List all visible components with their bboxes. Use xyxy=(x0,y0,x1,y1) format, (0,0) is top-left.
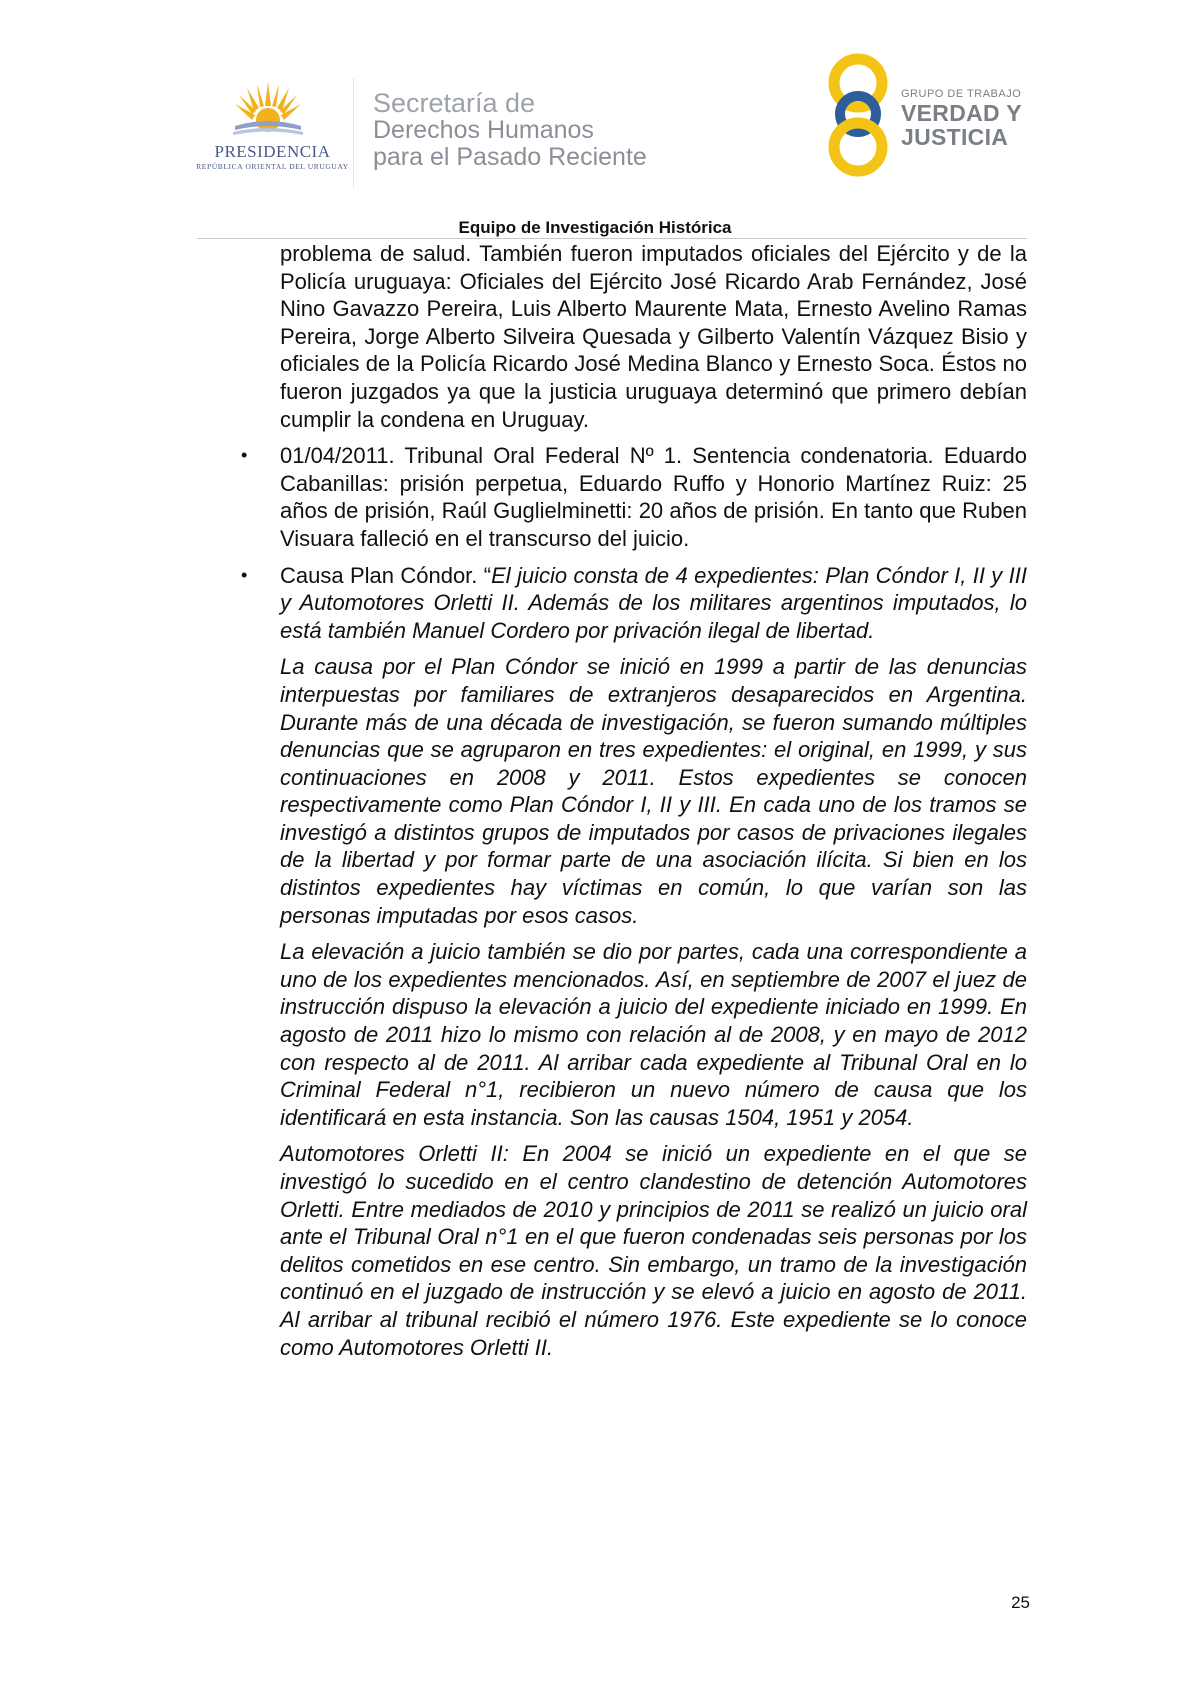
list-item xyxy=(241,442,1027,552)
list-item-text: 01/04/2011. Tribunal Oral Federal Nº 1. Sentencia condenatoria. Eduardo Cabanillas: prisión perpetua, Eduardo Ruffo y Honorio Martínez Ruiz: 25 años de prisión, Raúl Guglielminetti: 20 años de prisión. En tanto que Ruben Visuara falleció en el transcurso del juicio. xyxy=(280,443,1027,551)
presidencia-text: PRESIDENCIA xyxy=(214,142,331,161)
rings-logo-icon xyxy=(823,50,893,178)
justicia-text: JUSTICIA xyxy=(901,124,1009,150)
page-number: 25 xyxy=(1011,1593,1030,1612)
grupo-trabajo-wordmark xyxy=(901,88,1022,149)
secretaria-line-2: Derechos Humanos xyxy=(373,116,594,144)
secretaria-line-3: para el Pasado Reciente xyxy=(373,143,647,171)
header-rule xyxy=(197,238,1027,239)
document-body xyxy=(241,240,1027,1361)
bullet-icon: • xyxy=(241,564,248,585)
list-item xyxy=(241,562,1027,645)
list-item-quote: El juicio consta de 4 expedientes: Plan Cóndor I, II y III y Automotores Orletti II. Además de los militares argentinos imputados, lo está también Manuel Cordero por privación ilegal de libertad. xyxy=(280,562,1027,643)
continuation-paragraph: problema de salud. También fueron imputados oficiales del Ejército y de la Policía uruguaya: Oficiales del Ejército José Ricardo Arab Fernández, José Nino Gavazzo Pereira, Luis Alberto Maurente Mata, Ernesto Avelino Ramas Pereira, Jorge Alberto Silveira Quesada y Gilberto Valentín Vázquez Bisio y oficiales de la Policía Ricardo José Medina Blanco y Ernesto Soca. Éstos no fueron juzgados ya que la justicia uruguaya determinó que primero debían cumplir la condena en Uruguay. xyxy=(280,241,1027,432)
page-header xyxy=(195,50,1025,180)
secretaria-wordmark xyxy=(373,90,647,171)
presidencia-wordmark xyxy=(195,143,350,173)
republica-text: REPÚBLICA ORIENTAL DEL URUGUAY xyxy=(196,162,349,171)
sun-logo-icon xyxy=(233,80,303,142)
quote-paragraph: Automotores Orletti II: En 2004 se inició un expediente en el que se investigó lo sucedido en el centro clandestino de detención Automotores Orletti. Entre mediados de 2010 y principios de 2011 se realizó un juicio oral ante el Tribunal Oral n°1 en el que fueron condenadas seis personas por los delitos cometidos en ese centro. Sin embargo, un tramo de la investigación continuó en el juzgado de instrucción y se elevó a juicio en agosto de 2011. Al arribar al tribunal recibió el número 1976. Este expediente se lo conoce como Automotores Orletti II. xyxy=(280,1141,1027,1360)
list-item-prefix: Causa Plan Cóndor. “ xyxy=(280,562,492,588)
grupo-text: GRUPO DE TRABAJO xyxy=(901,88,1022,100)
header-divider xyxy=(353,78,354,188)
bullet-icon: • xyxy=(241,445,248,466)
header-subtitle: Equipo de Investigación Histórica xyxy=(458,218,732,237)
verdad-text: VERDAD Y xyxy=(901,100,1022,126)
quote-paragraph: La causa por el Plan Cóndor se inició en 1999 a partir de las denuncias interpuestas por familiares de extranjeros desaparecidos en Argentina. Durante más de una década de investigación, se fueron sumando múltiples denuncias que se agruparon en tres expedientes: el original, en 1999, y sus continuaciones en 2008 y 2011. Estos expedientes se conocen respectivamente como Plan Cóndor I, II y III. En cada uno de los tramos se investigó a distintos grupos de imputados por casos de privaciones ilegales de la libertad y por formar parte de una asociación ilícita. Si bien en los distintos expedientes hay víctimas en común, lo que varían son las personas imputadas por esos casos. xyxy=(280,654,1027,928)
quote-paragraph: La elevación a juicio también se dio por partes, cada una correspondiente a uno de los expedientes mencionados. Así, en septiembre de 2007 el juez de instrucción dispuso la elevación a juicio del expediente iniciado en 1999. En agosto de 2011 hizo lo mismo con relación al de 2008, y en mayo de 2012 con respecto al de 2011. Al arribar cada expediente al Tribunal Oral en lo Criminal Federal n°1, recibieron un nuevo número de causa que los identificará en esta instancia. Son las causas 1504, 1951 y 2054. xyxy=(280,939,1027,1130)
list-item-text xyxy=(280,562,1027,645)
secretaria-line-1: Secretaría de xyxy=(373,88,536,118)
